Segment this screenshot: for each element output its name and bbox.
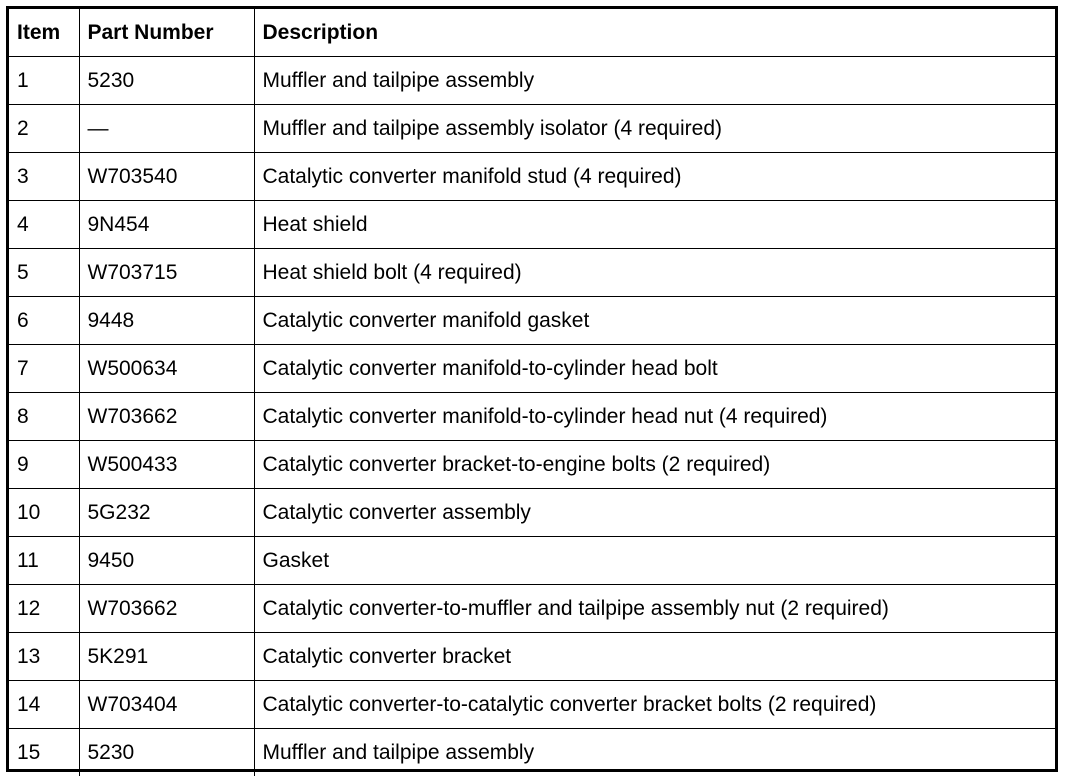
table-row xyxy=(9,441,1055,489)
table-row xyxy=(9,537,1055,585)
cell-part-number: 5230 xyxy=(79,729,254,777)
cell-item: 4 xyxy=(9,201,79,249)
cell-part-number: 5G232 xyxy=(79,489,254,537)
cell-part-number: 5230 xyxy=(79,57,254,105)
cell-part-number: W703662 xyxy=(79,585,254,633)
table-row xyxy=(9,57,1055,105)
table-row xyxy=(9,585,1055,633)
cell-part-number: 9N454 xyxy=(79,201,254,249)
cell-description: Muffler and tailpipe assembly xyxy=(254,729,1055,777)
table-row xyxy=(9,297,1055,345)
cell-description: Gasket xyxy=(254,537,1055,585)
table-body xyxy=(9,57,1055,777)
table-row xyxy=(9,393,1055,441)
cell-description: Muffler and tailpipe assembly xyxy=(254,57,1055,105)
cell-item: 10 xyxy=(9,489,79,537)
parts-table xyxy=(9,9,1055,776)
cell-item: 3 xyxy=(9,153,79,201)
cell-description: Catalytic converter assembly xyxy=(254,489,1055,537)
parts-table-frame xyxy=(6,6,1058,772)
cell-part-number: W500634 xyxy=(79,345,254,393)
table-row xyxy=(9,345,1055,393)
cell-item: 2 xyxy=(9,105,79,153)
cell-description: Catalytic converter manifold stud (4 required) xyxy=(254,153,1055,201)
cell-part-number: W703715 xyxy=(79,249,254,297)
header-item: Item xyxy=(9,9,79,57)
cell-part-number: W703404 xyxy=(79,681,254,729)
cell-description: Catalytic converter bracket xyxy=(254,633,1055,681)
cell-part-number: W703540 xyxy=(79,153,254,201)
cell-item: 11 xyxy=(9,537,79,585)
table-row xyxy=(9,489,1055,537)
header-part-number: Part Number xyxy=(79,9,254,57)
cell-description: Heat shield bolt (4 required) xyxy=(254,249,1055,297)
cell-description: Catalytic converter manifold gasket xyxy=(254,297,1055,345)
cell-item: 1 xyxy=(9,57,79,105)
cell-item: 9 xyxy=(9,441,79,489)
cell-description: Muffler and tailpipe assembly isolator (4 required) xyxy=(254,105,1055,153)
table-row xyxy=(9,201,1055,249)
table-header-row xyxy=(9,9,1055,57)
table-row xyxy=(9,633,1055,681)
cell-item: 7 xyxy=(9,345,79,393)
cell-part-number: 9450 xyxy=(79,537,254,585)
cell-item: 12 xyxy=(9,585,79,633)
cell-part-number: W500433 xyxy=(79,441,254,489)
table-row xyxy=(9,681,1055,729)
header-description: Description xyxy=(254,9,1055,57)
cell-item: 15 xyxy=(9,729,79,777)
cell-part-number: 5K291 xyxy=(79,633,254,681)
cell-description: Heat shield xyxy=(254,201,1055,249)
cell-part-number: W703662 xyxy=(79,393,254,441)
cell-description: Catalytic converter bracket-to-engine bolts (2 required) xyxy=(254,441,1055,489)
cell-description: Catalytic converter-to-catalytic converter bracket bolts (2 required) xyxy=(254,681,1055,729)
table-row xyxy=(9,153,1055,201)
cell-part-number: — xyxy=(79,105,254,153)
cell-item: 5 xyxy=(9,249,79,297)
table-row xyxy=(9,249,1055,297)
cell-item: 6 xyxy=(9,297,79,345)
cell-description: Catalytic converter-to-muffler and tailpipe assembly nut (2 required) xyxy=(254,585,1055,633)
table-row xyxy=(9,105,1055,153)
cell-description: Catalytic converter manifold-to-cylinder head bolt xyxy=(254,345,1055,393)
cell-part-number: 9448 xyxy=(79,297,254,345)
cell-item: 8 xyxy=(9,393,79,441)
cell-item: 13 xyxy=(9,633,79,681)
table-row xyxy=(9,729,1055,777)
cell-description: Catalytic converter manifold-to-cylinder head nut (4 required) xyxy=(254,393,1055,441)
cell-item: 14 xyxy=(9,681,79,729)
